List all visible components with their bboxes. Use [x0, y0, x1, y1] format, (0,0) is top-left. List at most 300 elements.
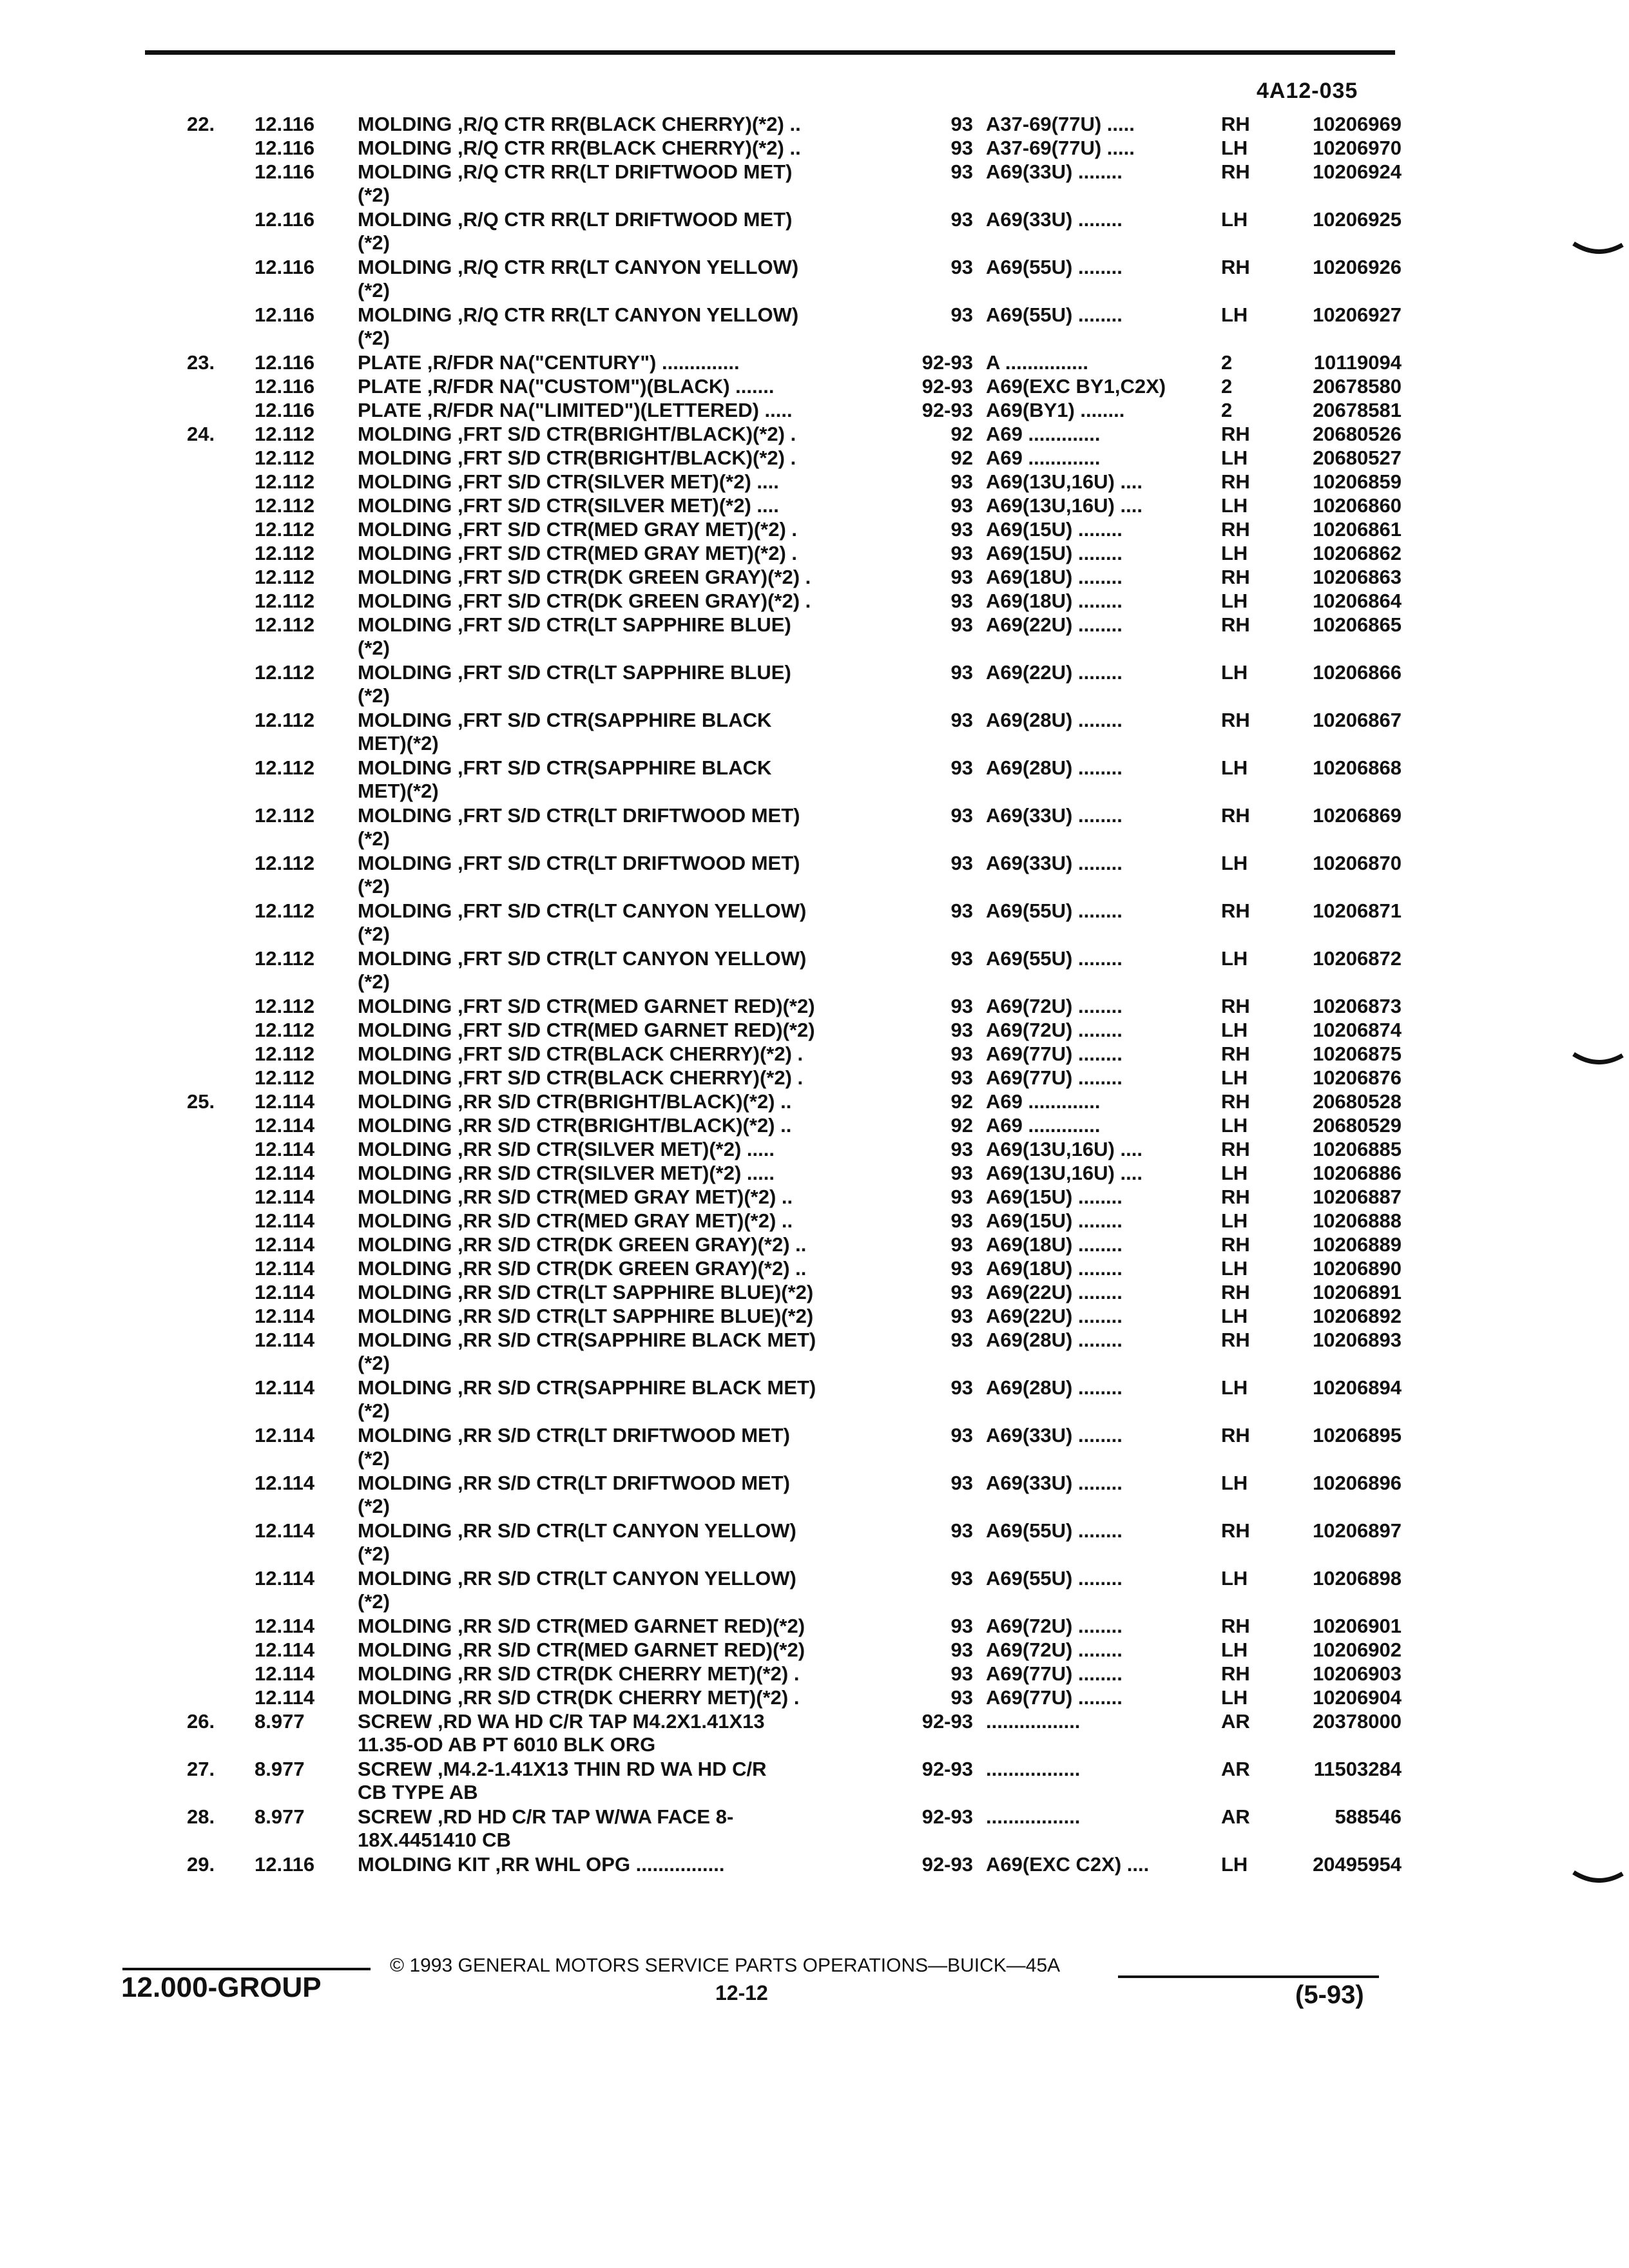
- part-number: 20495954: [1313, 1853, 1402, 1876]
- footer-page-number: 12-12: [715, 1981, 768, 2004]
- side-or-qty: AR: [1221, 1710, 1250, 1733]
- part-number: 10206868: [1313, 756, 1402, 779]
- table-row: [0, 1162, 1629, 1185]
- table-row: [0, 256, 1629, 302]
- ref-number: 29.: [187, 1853, 215, 1876]
- table-row: [0, 375, 1629, 398]
- side-or-qty: LH: [1221, 1209, 1248, 1232]
- part-number: 10206871: [1313, 899, 1402, 922]
- part-description: MOLDING ,RR S/D CTR(LT CANYON YELLOW) (*2): [358, 1519, 796, 1565]
- model-year: 93: [950, 1162, 973, 1184]
- table-row: [0, 1305, 1629, 1328]
- model-year: 93: [950, 661, 973, 684]
- table-row: [0, 113, 1629, 136]
- model-year: 92-93: [921, 1853, 973, 1876]
- table-row: [0, 1639, 1629, 1662]
- model-year: 93: [950, 804, 973, 827]
- part-description: MOLDING ,FRT S/D CTR(SAPPHIRE BLACK MET)(*2): [358, 709, 772, 754]
- table-row: [0, 1567, 1629, 1613]
- footer-rule: [122, 1968, 371, 1970]
- part-description: MOLDING ,RR S/D CTR(MED GARNET RED)(*2): [358, 1615, 805, 1637]
- side-or-qty: LH: [1221, 852, 1248, 874]
- model-year: 93: [950, 1233, 973, 1256]
- group-number: 12.114: [255, 1305, 315, 1327]
- part-number: 10206873: [1313, 995, 1402, 1017]
- table-row: [0, 1329, 1629, 1375]
- part-number: 10206887: [1313, 1186, 1402, 1208]
- part-description: MOLDING ,R/Q CTR RR(LT DRIFTWOOD MET) (*2): [358, 160, 793, 206]
- part-number: 10206893: [1313, 1329, 1402, 1351]
- group-number: 12.116: [255, 303, 315, 326]
- model-year: 93: [950, 1019, 973, 1041]
- group-number: 12.114: [255, 1209, 315, 1232]
- part-number: 10206872: [1313, 947, 1402, 970]
- part-description: MOLDING ,FRT S/D CTR(MED GRAY MET)(*2) .: [358, 518, 797, 541]
- group-number: 12.114: [255, 1162, 315, 1184]
- group-number: 12.114: [255, 1567, 315, 1590]
- model-year: 93: [950, 1305, 973, 1327]
- part-description: MOLDING ,R/Q CTR RR(LT CANYON YELLOW) (*2): [358, 303, 799, 349]
- part-number: 10206896: [1313, 1472, 1402, 1494]
- part-description: MOLDING ,R/Q CTR RR(LT CANYON YELLOW) (*2): [358, 256, 799, 302]
- model-year: 93: [950, 542, 973, 564]
- model-code: A69(28U) ........: [986, 1329, 1123, 1351]
- group-number: 12.114: [255, 1257, 315, 1280]
- part-number: 10206876: [1313, 1066, 1402, 1089]
- group-number: 12.116: [255, 160, 315, 183]
- table-row: [0, 1257, 1629, 1280]
- model-code: A69(EXC C2X) ....: [986, 1853, 1150, 1876]
- side-or-qty: RH: [1221, 899, 1250, 922]
- model-year: 93: [950, 1209, 973, 1232]
- group-number: 12.114: [255, 1138, 315, 1160]
- part-number: 10206862: [1313, 542, 1402, 564]
- part-number: 10206901: [1313, 1615, 1402, 1637]
- side-or-qty: 2: [1221, 399, 1233, 421]
- model-code: A69(33U) ........: [986, 160, 1123, 183]
- model-code: A69(22U) ........: [986, 1281, 1123, 1303]
- side-or-qty: LH: [1221, 947, 1248, 970]
- part-number: 10206969: [1313, 113, 1402, 135]
- model-year: 93: [950, 113, 973, 135]
- part-description: MOLDING ,RR S/D CTR(DK CHERRY MET)(*2) .: [358, 1686, 800, 1709]
- part-description: MOLDING ,FRT S/D CTR(DK GREEN GRAY)(*2) .: [358, 590, 811, 612]
- model-year: 93: [950, 947, 973, 970]
- side-or-qty: LH: [1221, 1376, 1248, 1399]
- model-code: A69(15U) ........: [986, 542, 1123, 564]
- side-or-qty: RH: [1221, 518, 1250, 541]
- part-description: MOLDING ,FRT S/D CTR(MED GARNET RED)(*2): [358, 1019, 815, 1041]
- side-or-qty: RH: [1221, 1186, 1250, 1208]
- table-row: [0, 1209, 1629, 1233]
- table-row: [0, 423, 1629, 446]
- table-row: [0, 518, 1629, 541]
- table-row: [0, 1686, 1629, 1709]
- model-year: 93: [950, 566, 973, 588]
- side-or-qty: RH: [1221, 256, 1250, 278]
- model-code: A69 .............: [986, 423, 1101, 445]
- margin-mark: [1572, 1869, 1624, 1888]
- model-year: 93: [950, 995, 973, 1017]
- table-row: [0, 1662, 1629, 1686]
- part-number: 10206924: [1313, 160, 1402, 183]
- part-number: 20680529: [1313, 1114, 1402, 1137]
- model-year: 93: [950, 852, 973, 874]
- part-description: SCREW ,RD HD C/R TAP W/WA FACE 8- 18X.4451410 CB: [358, 1805, 734, 1851]
- part-description: MOLDING ,RR S/D CTR(BRIGHT/BLACK)(*2) ..: [358, 1114, 792, 1137]
- model-code: A37-69(77U) .....: [986, 113, 1135, 135]
- group-number: 12.114: [255, 1686, 315, 1709]
- part-description: MOLDING ,FRT S/D CTR(BLACK CHERRY)(*2) .: [358, 1066, 804, 1089]
- part-description: MOLDING ,FRT S/D CTR(DK GREEN GRAY)(*2) .: [358, 566, 811, 588]
- model-year: 92: [950, 423, 973, 445]
- part-number: 20378000: [1313, 1710, 1402, 1733]
- model-code: A69(55U) ........: [986, 303, 1123, 326]
- side-or-qty: RH: [1221, 470, 1250, 493]
- part-description: MOLDING ,RR S/D CTR(DK GREEN GRAY)(*2) ..: [358, 1233, 807, 1256]
- part-number: 10119094: [1313, 351, 1402, 374]
- group-number: 8.977: [255, 1758, 305, 1780]
- model-year: 93: [950, 1066, 973, 1089]
- ref-number: 28.: [187, 1805, 215, 1828]
- group-number: 12.114: [255, 1424, 315, 1446]
- group-number: 12.112: [255, 1066, 315, 1089]
- part-description: MOLDING ,RR S/D CTR(DK CHERRY MET)(*2) .: [358, 1662, 800, 1685]
- part-description: MOLDING ,FRT S/D CTR(BLACK CHERRY)(*2) .: [358, 1043, 804, 1065]
- model-year: 93: [950, 1257, 973, 1280]
- model-code: .................: [986, 1758, 1081, 1780]
- side-or-qty: RH: [1221, 113, 1250, 135]
- model-code: A69(28U) ........: [986, 709, 1123, 731]
- model-code: A69(77U) ........: [986, 1686, 1123, 1709]
- model-year: 93: [950, 1472, 973, 1494]
- table-row: [0, 1519, 1629, 1566]
- group-number: 12.116: [255, 208, 315, 231]
- group-number: 8.977: [255, 1710, 305, 1733]
- side-or-qty: AR: [1221, 1805, 1250, 1828]
- ref-number: 25.: [187, 1090, 215, 1113]
- part-number: 10206866: [1313, 661, 1402, 684]
- side-or-qty: RH: [1221, 995, 1250, 1017]
- model-code: A69(15U) ........: [986, 1186, 1123, 1208]
- model-year: 93: [950, 1615, 973, 1637]
- side-or-qty: 2: [1221, 351, 1233, 374]
- group-number: 12.114: [255, 1281, 315, 1303]
- side-or-qty: RH: [1221, 1043, 1250, 1065]
- model-year: 93: [950, 899, 973, 922]
- model-code: A69(15U) ........: [986, 1209, 1123, 1232]
- table-row: [0, 1710, 1629, 1756]
- table-row: [0, 1472, 1629, 1518]
- part-description: MOLDING ,FRT S/D CTR(LT CANYON YELLOW) (*2): [358, 947, 807, 993]
- group-number: 12.112: [255, 709, 315, 731]
- part-description: MOLDING ,FRT S/D CTR(BRIGHT/BLACK)(*2) .: [358, 423, 796, 445]
- model-code: A69(55U) ........: [986, 947, 1123, 970]
- table-row: [0, 1853, 1629, 1876]
- model-code: A69(15U) ........: [986, 518, 1123, 541]
- table-row: [0, 1615, 1629, 1638]
- group-number: 12.114: [255, 1615, 315, 1637]
- model-year: 93: [950, 709, 973, 731]
- model-code: A69(72U) ........: [986, 1639, 1123, 1661]
- side-or-qty: LH: [1221, 1686, 1248, 1709]
- part-number: 10206898: [1313, 1567, 1402, 1590]
- group-number: 12.112: [255, 661, 315, 684]
- part-number: 10206859: [1313, 470, 1402, 493]
- group-number: 12.114: [255, 1376, 315, 1399]
- model-code: A ...............: [986, 351, 1089, 374]
- model-code: A69(18U) ........: [986, 566, 1123, 588]
- group-number: 12.112: [255, 995, 315, 1017]
- part-description: MOLDING ,FRT S/D CTR(LT SAPPHIRE BLUE) (*2): [358, 613, 791, 659]
- side-or-qty: RH: [1221, 613, 1250, 636]
- model-code: A69(22U) ........: [986, 1305, 1123, 1327]
- part-number: 20678580: [1313, 375, 1402, 398]
- side-or-qty: LH: [1221, 1019, 1248, 1041]
- part-description: MOLDING ,FRT S/D CTR(MED GRAY MET)(*2) .: [358, 542, 797, 564]
- model-code: A69(22U) ........: [986, 661, 1123, 684]
- table-row: [0, 947, 1629, 994]
- model-year: 93: [950, 1186, 973, 1208]
- model-year: 93: [950, 756, 973, 779]
- model-year: 93: [950, 1138, 973, 1160]
- part-description: PLATE ,R/FDR NA("LIMITED")(LETTERED) .....: [358, 399, 793, 421]
- table-row: [0, 208, 1629, 255]
- model-code: A69(18U) ........: [986, 1233, 1123, 1256]
- part-number: 10206885: [1313, 1138, 1402, 1160]
- model-year: 92: [950, 447, 973, 469]
- side-or-qty: LH: [1221, 1639, 1248, 1661]
- table-row: [0, 1138, 1629, 1161]
- side-or-qty: RH: [1221, 709, 1250, 731]
- part-description: MOLDING ,RR S/D CTR(SAPPHIRE BLACK MET) (*2): [358, 1329, 816, 1374]
- part-number: 10206863: [1313, 566, 1402, 588]
- side-or-qty: LH: [1221, 756, 1248, 779]
- side-or-qty: LH: [1221, 1257, 1248, 1280]
- page-code: 4A12-035: [1257, 79, 1358, 103]
- part-number: 10206970: [1313, 137, 1402, 159]
- ref-number: 27.: [187, 1758, 215, 1780]
- part-number: 10206888: [1313, 1209, 1402, 1232]
- part-number: 10206861: [1313, 518, 1402, 541]
- part-number: 10206867: [1313, 709, 1402, 731]
- model-code: .................: [986, 1805, 1081, 1828]
- footer-rule: [1118, 1975, 1379, 1978]
- part-description: MOLDING ,RR S/D CTR(BRIGHT/BLACK)(*2) ..: [358, 1090, 792, 1113]
- group-number: 12.112: [255, 1019, 315, 1041]
- group-number: 12.112: [255, 613, 315, 636]
- part-number: 10206860: [1313, 494, 1402, 517]
- part-description: MOLDING ,RR S/D CTR(LT CANYON YELLOW) (*2): [358, 1567, 796, 1613]
- side-or-qty: RH: [1221, 1615, 1250, 1637]
- table-row: [0, 661, 1629, 707]
- part-number: 10206902: [1313, 1639, 1402, 1661]
- group-number: 12.114: [255, 1639, 315, 1661]
- side-or-qty: RH: [1221, 160, 1250, 183]
- group-number: 12.112: [255, 804, 315, 827]
- part-number: 10206864: [1313, 590, 1402, 612]
- model-year: 92-93: [921, 399, 973, 421]
- side-or-qty: LH: [1221, 208, 1248, 231]
- table-row: [0, 160, 1629, 207]
- part-number: 20680528: [1313, 1090, 1402, 1113]
- model-code: A69(33U) ........: [986, 1424, 1123, 1446]
- ref-number: 22.: [187, 113, 215, 135]
- ref-number: 26.: [187, 1710, 215, 1733]
- group-number: 12.116: [255, 399, 315, 421]
- table-row: [0, 1805, 1629, 1852]
- table-row: [0, 1376, 1629, 1423]
- side-or-qty: RH: [1221, 423, 1250, 445]
- side-or-qty: LH: [1221, 1066, 1248, 1089]
- model-year: 93: [950, 1329, 973, 1351]
- part-description: MOLDING ,FRT S/D CTR(MED GARNET RED)(*2): [358, 995, 815, 1017]
- part-number: 10206874: [1313, 1019, 1402, 1041]
- group-number: 12.116: [255, 113, 315, 135]
- group-number: 12.112: [255, 542, 315, 564]
- table-row: [0, 303, 1629, 350]
- side-or-qty: RH: [1221, 566, 1250, 588]
- model-code: A69 .............: [986, 1090, 1101, 1113]
- group-number: 12.114: [255, 1329, 315, 1351]
- model-code: A69(18U) ........: [986, 1257, 1123, 1280]
- part-description: MOLDING ,RR S/D CTR(SAPPHIRE BLACK MET) (*2): [358, 1376, 816, 1422]
- ref-number: 24.: [187, 423, 215, 445]
- group-number: 12.114: [255, 1186, 315, 1208]
- part-number: 10206889: [1313, 1233, 1402, 1256]
- table-row: [0, 137, 1629, 160]
- part-number: 20680527: [1313, 447, 1402, 469]
- model-year: 93: [950, 1043, 973, 1065]
- model-year: 93: [950, 518, 973, 541]
- model-code: A69(33U) ........: [986, 1472, 1123, 1494]
- part-description: MOLDING ,FRT S/D CTR(LT DRIFTWOOD MET) (*2): [358, 804, 800, 850]
- part-number: 588546: [1335, 1805, 1402, 1828]
- model-code: A69(72U) ........: [986, 1019, 1123, 1041]
- group-number: 12.114: [255, 1519, 315, 1542]
- ref-number: 23.: [187, 351, 215, 374]
- part-number: 20678581: [1313, 399, 1402, 421]
- side-or-qty: AR: [1221, 1758, 1250, 1780]
- group-number: 12.114: [255, 1090, 315, 1113]
- part-description: MOLDING ,RR S/D CTR(MED GARNET RED)(*2): [358, 1639, 805, 1661]
- group-number: 12.112: [255, 518, 315, 541]
- table-row: [0, 613, 1629, 660]
- model-year: 93: [950, 1376, 973, 1399]
- side-or-qty: LH: [1221, 303, 1248, 326]
- model-year: 93: [950, 1567, 973, 1590]
- model-year: 93: [950, 613, 973, 636]
- table-row: [0, 1186, 1629, 1209]
- model-code: A69(55U) ........: [986, 899, 1123, 922]
- side-or-qty: RH: [1221, 1662, 1250, 1685]
- group-number: 12.112: [255, 1043, 315, 1065]
- table-row: [0, 399, 1629, 422]
- part-description: MOLDING ,RR S/D CTR(MED GRAY MET)(*2) ..: [358, 1209, 793, 1232]
- table-row: [0, 542, 1629, 565]
- side-or-qty: LH: [1221, 1567, 1248, 1590]
- group-number: 12.116: [255, 1853, 315, 1876]
- table-row: [0, 447, 1629, 470]
- footer-copyright: © 1993 GENERAL MOTORS SERVICE PARTS OPERATIONS—BUICK—45A: [390, 1955, 1061, 1976]
- model-year: 93: [950, 160, 973, 183]
- part-description: MOLDING ,RR S/D CTR(DK GREEN GRAY)(*2) ..: [358, 1257, 807, 1280]
- group-number: 12.112: [255, 852, 315, 874]
- model-code: A37-69(77U) .....: [986, 137, 1135, 159]
- group-number: 12.114: [255, 1233, 315, 1256]
- table-row: [0, 1424, 1629, 1470]
- part-description: MOLDING ,RR S/D CTR(MED GRAY MET)(*2) ..: [358, 1186, 793, 1208]
- model-year: 92: [950, 1090, 973, 1113]
- side-or-qty: RH: [1221, 1424, 1250, 1446]
- model-code: A69(28U) ........: [986, 756, 1123, 779]
- table-row: [0, 566, 1629, 589]
- table-row: [0, 1019, 1629, 1042]
- part-number: 10206869: [1313, 804, 1402, 827]
- model-year: 93: [950, 1686, 973, 1709]
- footer-group: 12.000-GROUP: [121, 1972, 322, 2003]
- side-or-qty: LH: [1221, 542, 1248, 564]
- part-description: MOLDING ,RR S/D CTR(LT SAPPHIRE BLUE)(*2): [358, 1281, 814, 1303]
- table-row: [0, 1758, 1629, 1804]
- side-or-qty: RH: [1221, 1233, 1250, 1256]
- model-year: 92: [950, 1114, 973, 1137]
- side-or-qty: LH: [1221, 1305, 1248, 1327]
- group-number: 12.114: [255, 1472, 315, 1494]
- part-number: 10206926: [1313, 256, 1402, 278]
- model-year: 93: [950, 1281, 973, 1303]
- part-number: 10206897: [1313, 1519, 1402, 1542]
- model-year: 93: [950, 470, 973, 493]
- part-number: 10206892: [1313, 1305, 1402, 1327]
- part-description: MOLDING ,FRT S/D CTR(SILVER MET)(*2) ....: [358, 494, 779, 517]
- part-description: MOLDING ,FRT S/D CTR(BRIGHT/BLACK)(*2) .: [358, 447, 796, 469]
- table-row: [0, 756, 1629, 803]
- side-or-qty: LH: [1221, 137, 1248, 159]
- group-number: 8.977: [255, 1805, 305, 1828]
- part-description: MOLDING ,FRT S/D CTR(LT SAPPHIRE BLUE) (*2): [358, 661, 791, 707]
- model-year: 93: [950, 208, 973, 231]
- model-year: 93: [950, 1424, 973, 1446]
- group-number: 12.112: [255, 423, 315, 445]
- model-year: 93: [950, 1519, 973, 1542]
- part-description: MOLDING ,RR S/D CTR(SILVER MET)(*2) .....: [358, 1138, 775, 1160]
- part-number: 10206865: [1313, 613, 1402, 636]
- group-number: 12.112: [255, 566, 315, 588]
- side-or-qty: LH: [1221, 1853, 1248, 1876]
- model-code: A69(EXC BY1,C2X): [986, 375, 1166, 398]
- model-code: A69(13U,16U) ....: [986, 494, 1142, 517]
- side-or-qty: LH: [1221, 447, 1248, 469]
- model-year: 93: [950, 1662, 973, 1685]
- model-code: A69(13U,16U) ....: [986, 470, 1142, 493]
- part-number: 10206870: [1313, 852, 1402, 874]
- side-or-qty: RH: [1221, 804, 1250, 827]
- table-row: [0, 470, 1629, 494]
- model-year: 93: [950, 137, 973, 159]
- table-row: [0, 590, 1629, 613]
- part-number: 10206904: [1313, 1686, 1402, 1709]
- model-year: 93: [950, 494, 973, 517]
- part-number: 10206895: [1313, 1424, 1402, 1446]
- part-description: MOLDING ,FRT S/D CTR(SAPPHIRE BLACK MET)(*2): [358, 756, 772, 802]
- part-number: 10206925: [1313, 208, 1402, 231]
- part-number: 11503284: [1313, 1758, 1402, 1780]
- group-number: 12.116: [255, 256, 315, 278]
- part-number: 10206886: [1313, 1162, 1402, 1184]
- table-row: [0, 351, 1629, 374]
- part-number: 10206903: [1313, 1662, 1402, 1685]
